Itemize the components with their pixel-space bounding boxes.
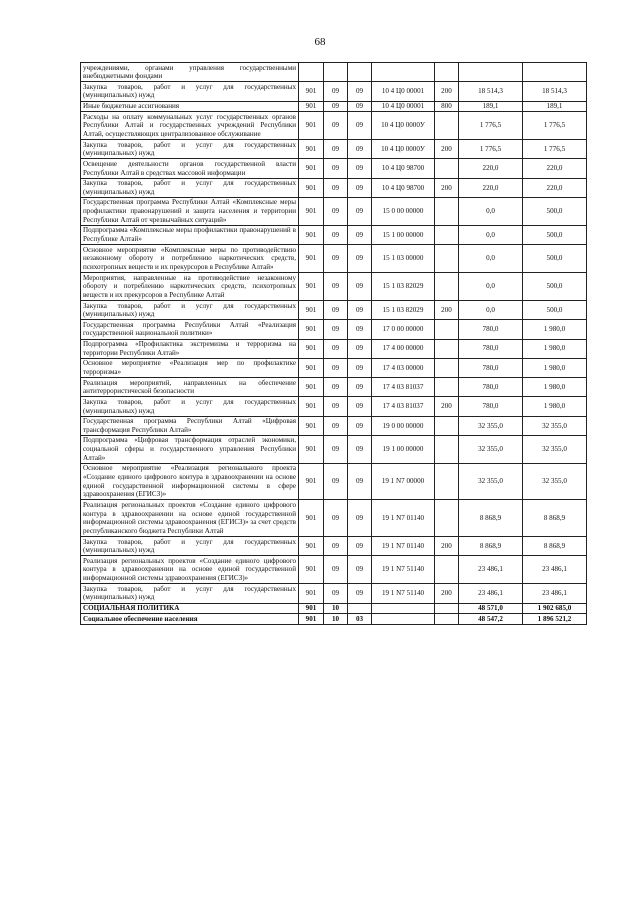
expense-type-cell [435,197,459,225]
amount-year2-cell: 1 980,0 [523,320,587,339]
subsection-code-cell: 09 [348,301,372,320]
admin-code-cell: 901 [299,584,324,603]
amount-year1-cell: 189,1 [459,101,523,112]
admin-code-cell: 901 [299,463,324,500]
expense-type-cell: 200 [435,140,459,159]
amount-year1-cell: 0,0 [459,197,523,225]
expense-type-cell [435,225,459,244]
subsection-code-cell: 09 [348,416,372,435]
expense-type-cell: 200 [435,301,459,320]
admin-code-cell: 901 [299,537,324,556]
amount-year2-cell: 1 776,5 [523,112,587,140]
table-row [81,397,587,416]
amount-year2-cell: 220,0 [523,159,587,178]
row-name-cell: Подпрограмма «Цифровая трансформация отраслей экономики, социальной сферы и государственного управления Республики Алтай» [81,435,299,463]
section-code-cell: 09 [324,463,348,500]
table-row [81,537,587,556]
table-row [81,63,587,82]
amount-year2-cell: 32 355,0 [523,463,587,500]
target-article-cell: 10 4 Ц0 00001 [372,101,435,112]
target-article-cell: 15 1 00 00000 [372,225,435,244]
amount-year1-cell: 780,0 [459,378,523,397]
row-name-cell: Основное мероприятие «Комплексные меры по противодействию незаконному обороту и потреблению наркотических средств, психотропных веществ и их прекурсоров в Республике Алтай» [81,245,299,273]
expense-type-cell [435,339,459,358]
target-article-cell: 15 1 03 00000 [372,245,435,273]
subsection-code-cell: 09 [348,463,372,500]
expense-type-cell [435,358,459,377]
row-name-cell: Подпрограмма «Комплексные меры профилактики правонарушений в Республике Алтай» [81,225,299,244]
table-row [81,273,587,301]
subsection-code-cell: 09 [348,140,372,159]
section-code-cell: 09 [324,245,348,273]
subsection-code-cell: 09 [348,178,372,197]
expense-type-cell [435,273,459,301]
subsection-code-cell: 09 [348,112,372,140]
admin-code-cell: 901 [299,301,324,320]
subsection-code-cell: 09 [348,378,372,397]
section-code-cell: 10 [324,603,348,614]
section-code-cell: 09 [324,339,348,358]
amount-year2-cell: 1 980,0 [523,358,587,377]
section-code-cell: 09 [324,584,348,603]
amount-year1-cell: 23 486,1 [459,556,523,584]
admin-code-cell: 901 [299,159,324,178]
amount-year2-cell: 23 486,1 [523,556,587,584]
subsection-code-cell: 09 [348,500,372,537]
row-name-cell: Основное мероприятие «Реализация регионального проекта «Создание единого цифрового контура в здравоохранении на основе единой государственной информационной системы в сфере здравоохранения (ЕГИСЗ)» [81,463,299,500]
target-article-cell: 10 4 Ц0 98700 [372,159,435,178]
subsection-code-cell [348,603,372,614]
amount-year2-cell: 500,0 [523,245,587,273]
amount-year1-cell: 0,0 [459,225,523,244]
row-name-cell: Государственная программа Республики Алтай «Цифровая трансформация Республики Алтай» [81,416,299,435]
table-row [81,101,587,112]
subsection-code-cell: 09 [348,273,372,301]
subsection-code-cell: 09 [348,320,372,339]
amount-year1-cell: 1 776,5 [459,140,523,159]
row-name-cell: СОЦИАЛЬНАЯ ПОЛИТИКА [81,603,299,614]
admin-code-cell: 901 [299,397,324,416]
amount-year2-cell: 500,0 [523,197,587,225]
subsection-code-cell [348,63,372,82]
subsection-code-cell: 09 [348,197,372,225]
expense-type-cell: 200 [435,178,459,197]
row-name-cell: Закупка товаров, работ и услуг для государственных (муниципальных) нужд [81,178,299,197]
subsection-code-cell: 09 [348,397,372,416]
row-name-cell: Иные бюджетные ассигнования [81,101,299,112]
section-code-cell: 09 [324,159,348,178]
target-article-cell: 10 4 Ц0 0000У [372,112,435,140]
section-code-cell: 09 [324,225,348,244]
row-name-cell: Расходы на оплату коммунальных услуг государственных органов Республики Алтай и государственных учреждений Республики Алтай, осуществляющих централизованное обслуживание [81,112,299,140]
row-name-cell: Реализация региональных проектов «Создание единого цифрового контура в здравоохранении на основе единой государственной информационной системы здравоохранения (ЕГИСЗ)» за счет средств республиканского бюджета Республики Алтай [81,500,299,537]
amount-year1-cell: 0,0 [459,245,523,273]
subsection-code-cell: 09 [348,225,372,244]
amount-year1-cell: 0,0 [459,301,523,320]
amount-year1-cell: 780,0 [459,339,523,358]
admin-code-cell: 901 [299,378,324,397]
amount-year2-cell: 1 980,0 [523,378,587,397]
subsection-code-cell: 09 [348,556,372,584]
section-code-cell: 09 [324,101,348,112]
amount-year1-cell: 18 514,3 [459,82,523,101]
row-name-cell: Закупка товаров, работ и услуг для государственных (муниципальных) нужд [81,537,299,556]
admin-code-cell: 901 [299,112,324,140]
subsection-code-cell: 09 [348,435,372,463]
subsection-code-cell: 09 [348,358,372,377]
amount-year1-cell: 32 355,0 [459,435,523,463]
table-row [81,614,587,625]
section-code-cell: 09 [324,397,348,416]
amount-year1-cell: 8 868,9 [459,500,523,537]
row-name-cell: Закупка товаров, работ и услуг для государственных (муниципальных) нужд [81,584,299,603]
admin-code-cell: 901 [299,197,324,225]
target-article-cell: 10 4 Ц0 0000У [372,140,435,159]
amount-year2-cell: 500,0 [523,225,587,244]
amount-year2-cell: 8 868,9 [523,500,587,537]
target-article-cell: 19 1 N7 01140 [372,537,435,556]
section-code-cell: 09 [324,500,348,537]
table-row [81,225,587,244]
amount-year2-cell: 1 902 685,0 [523,603,587,614]
admin-code-cell: 901 [299,416,324,435]
table-row [81,159,587,178]
amount-year2-cell: 189,1 [523,101,587,112]
table-row [81,584,587,603]
target-article-cell: 19 1 00 00000 [372,435,435,463]
target-article-cell: 10 4 Ц0 98700 [372,178,435,197]
target-article-cell: 19 1 N7 00000 [372,463,435,500]
expense-type-cell: 200 [435,537,459,556]
expense-type-cell [435,416,459,435]
amount-year2-cell: 1 896 521,2 [523,614,587,625]
target-article-cell: 17 4 00 00000 [372,339,435,358]
table-row [81,603,587,614]
admin-code-cell: 901 [299,603,324,614]
section-code-cell: 09 [324,537,348,556]
amount-year2-cell: 23 486,1 [523,584,587,603]
amount-year1-cell: 780,0 [459,397,523,416]
amount-year2-cell: 8 868,9 [523,537,587,556]
amount-year1-cell: 32 355,0 [459,416,523,435]
table-row [81,378,587,397]
row-name-cell: Реализация региональных проектов «Создание единого цифрового контура в здравоохранении на основе единой государственной информационной системы здравоохранения (ЕГИСЗ)» [81,556,299,584]
row-name-cell: Социальное обеспечение населения [81,614,299,625]
row-name-cell: Освещение деятельности органов государственной власти Республики Алтай в средствах массовой информации [81,159,299,178]
row-name-cell: Государственная программа Республики Алтай «Реализация государственной национальной политики» [81,320,299,339]
row-name-cell: Государственная программа Республики Алтай «Комплексные меры профилактики правонарушений и защита населения и территории Республики Алтай от чрезвычайных ситуаций» [81,197,299,225]
expense-type-cell [435,556,459,584]
table-row [81,197,587,225]
subsection-code-cell: 09 [348,339,372,358]
expense-type-cell [435,320,459,339]
target-article-cell: 19 1 N7 51140 [372,584,435,603]
amount-year1-cell: 780,0 [459,358,523,377]
target-article-cell: 15 0 00 00000 [372,197,435,225]
target-article-cell: 10 4 Ц0 00001 [372,82,435,101]
expense-type-cell [435,500,459,537]
admin-code-cell: 901 [299,101,324,112]
table-row [81,556,587,584]
admin-code-cell: 901 [299,320,324,339]
amount-year2-cell [523,63,587,82]
table-row [81,463,587,500]
admin-code-cell: 901 [299,82,324,101]
admin-code-cell: 901 [299,225,324,244]
amount-year1-cell: 1 776,5 [459,112,523,140]
section-code-cell: 09 [324,320,348,339]
expense-type-cell [435,603,459,614]
row-name-cell: Мероприятия, направленные на противодействие незаконному обороту и потреблению наркотических средств, психотропных веществ и их прекурсоров в Республике Алтай [81,273,299,301]
amount-year2-cell: 18 514,3 [523,82,587,101]
amount-year1-cell: 32 355,0 [459,463,523,500]
subsection-code-cell: 09 [348,82,372,101]
target-article-cell [372,63,435,82]
subsection-code-cell: 09 [348,101,372,112]
page-number: 68 [314,36,326,48]
amount-year1-cell: 23 486,1 [459,584,523,603]
amount-year2-cell: 500,0 [523,301,587,320]
table-row [81,416,587,435]
amount-year1-cell: 0,0 [459,273,523,301]
row-name-cell: Основное мероприятие «Реализация мер по профилактике терроризма» [81,358,299,377]
row-name-cell: Закупка товаров, работ и услуг для государственных (муниципальных) нужд [81,397,299,416]
target-article-cell: 19 1 N7 51140 [372,556,435,584]
table-row [81,320,587,339]
expense-type-cell [435,463,459,500]
section-code-cell: 09 [324,140,348,159]
amount-year1-cell [459,63,523,82]
expense-type-cell: 200 [435,82,459,101]
section-code-cell: 09 [324,273,348,301]
target-article-cell: 19 1 N7 01140 [372,500,435,537]
section-code-cell: 09 [324,197,348,225]
section-code-cell: 09 [324,301,348,320]
table-row [81,301,587,320]
expense-type-cell [435,435,459,463]
amount-year1-cell: 220,0 [459,178,523,197]
target-article-cell [372,603,435,614]
admin-code-cell: 901 [299,273,324,301]
expense-type-cell [435,614,459,625]
amount-year1-cell: 780,0 [459,320,523,339]
table-row [81,339,587,358]
expense-type-cell: 800 [435,101,459,112]
subsection-code-cell: 09 [348,245,372,273]
amount-year2-cell: 1 980,0 [523,397,587,416]
amount-year1-cell: 48 571,0 [459,603,523,614]
section-code-cell: 10 [324,614,348,625]
amount-year2-cell: 32 355,0 [523,416,587,435]
section-code-cell: 09 [324,112,348,140]
amount-year2-cell: 220,0 [523,178,587,197]
row-name-cell: Реализация мероприятий, направленных на обеспечение антитеррористической безопасности [81,378,299,397]
table-row [81,140,587,159]
row-name-cell: Закупка товаров, работ и услуг для государственных (муниципальных) нужд [81,82,299,101]
target-article-cell [372,614,435,625]
admin-code-cell: 901 [299,339,324,358]
row-name-cell: Закупка товаров, работ и услуг для государственных (муниципальных) нужд [81,140,299,159]
admin-code-cell: 901 [299,140,324,159]
target-article-cell: 17 4 03 81037 [372,378,435,397]
expense-type-cell [435,245,459,273]
amount-year1-cell: 8 868,9 [459,537,523,556]
table-row [81,435,587,463]
target-article-cell: 19 0 00 00000 [372,416,435,435]
table-row [81,358,587,377]
table-row [81,112,587,140]
target-article-cell: 15 1 03 82029 [372,301,435,320]
section-code-cell: 09 [324,435,348,463]
expense-type-cell: 200 [435,397,459,416]
admin-code-cell: 901 [299,178,324,197]
row-name-cell: Закупка товаров, работ и услуг для государственных (муниципальных) нужд [81,301,299,320]
section-code-cell: 09 [324,556,348,584]
section-code-cell: 09 [324,358,348,377]
amount-year2-cell: 1 980,0 [523,339,587,358]
subsection-code-cell: 09 [348,159,372,178]
admin-code-cell: 901 [299,245,324,273]
admin-code-cell: 901 [299,556,324,584]
table-row [81,82,587,101]
subsection-code-cell: 09 [348,584,372,603]
amount-year2-cell: 1 776,5 [523,140,587,159]
amount-year2-cell: 32 355,0 [523,435,587,463]
section-code-cell: 09 [324,82,348,101]
target-article-cell: 17 0 00 00000 [372,320,435,339]
row-name-cell: Подпрограмма «Профилактика экстремизма и терроризма на территории Республики Алтай» [81,339,299,358]
subsection-code-cell: 09 [348,537,372,556]
section-code-cell [324,63,348,82]
table-row [81,245,587,273]
target-article-cell: 17 4 03 81037 [372,397,435,416]
admin-code-cell: 901 [299,500,324,537]
expense-type-cell [435,63,459,82]
expense-type-cell: 200 [435,584,459,603]
admin-code-cell: 901 [299,614,324,625]
section-code-cell: 09 [324,416,348,435]
target-article-cell: 15 1 03 82029 [372,273,435,301]
budget-table [80,62,587,625]
row-name-cell: учреждениями, органами управления государственными внебюджетными фондами [81,63,299,82]
expense-type-cell [435,112,459,140]
expense-type-cell [435,378,459,397]
table-row [81,500,587,537]
amount-year1-cell: 48 547,2 [459,614,523,625]
section-code-cell: 09 [324,378,348,397]
admin-code-cell [299,63,324,82]
section-code-cell: 09 [324,178,348,197]
table-row [81,178,587,197]
target-article-cell: 17 4 03 00000 [372,358,435,377]
amount-year1-cell: 220,0 [459,159,523,178]
expense-type-cell [435,159,459,178]
admin-code-cell: 901 [299,435,324,463]
subsection-code-cell: 03 [348,614,372,625]
admin-code-cell: 901 [299,358,324,377]
amount-year2-cell: 500,0 [523,273,587,301]
